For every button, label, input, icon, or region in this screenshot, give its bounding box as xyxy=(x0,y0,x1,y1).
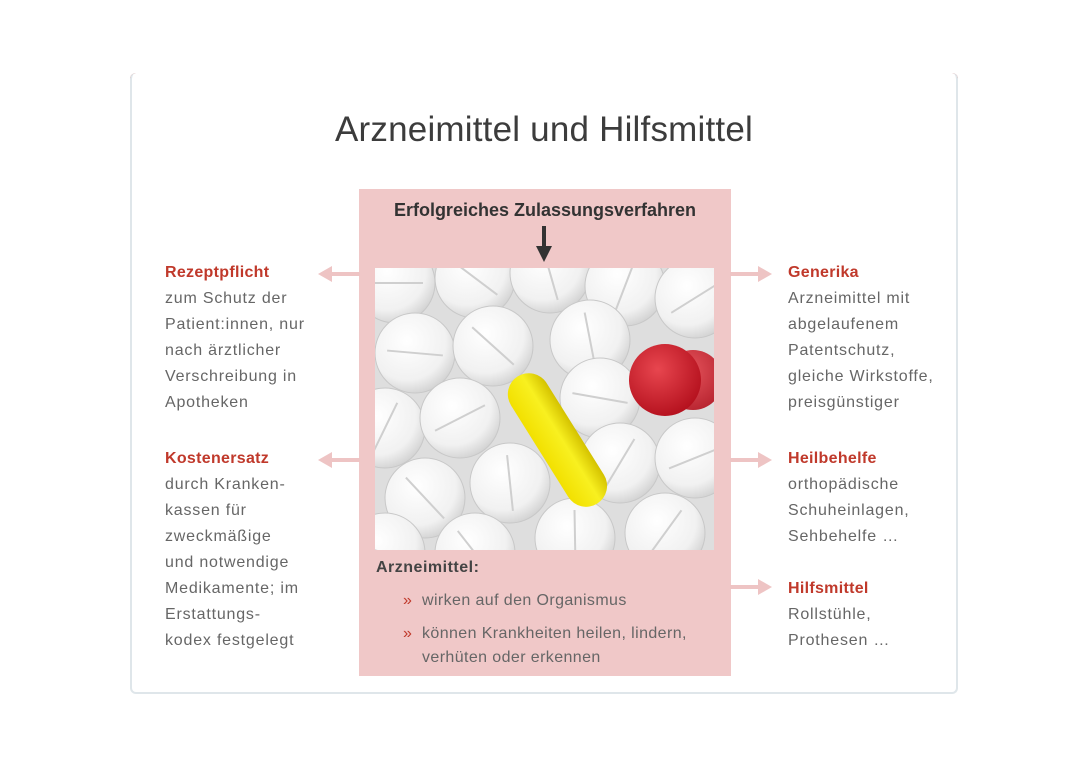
medicine-heading: Arzneimittel: xyxy=(376,559,480,576)
center-title: Erfolgreiches Zulassungsverfahren xyxy=(393,200,697,220)
bullet-text: wirken auf den Organismus xyxy=(422,592,627,609)
item-text: durch Kranken- kassen für zweckmäßige und notwendige Medikamente; im Erstattungs- kodex festgelegt xyxy=(165,476,299,649)
pills-photo xyxy=(375,268,714,550)
item-text: orthopädische Schuheinlagen, Sehbehelfe … xyxy=(788,476,910,545)
item-heading: Kostenersatz xyxy=(165,450,270,467)
item-heading: Generika xyxy=(788,264,859,281)
bullet-text: können Krankheiten heilen, lindern, verhüten oder erkennen xyxy=(422,625,687,666)
bullet-mark: » xyxy=(403,625,413,642)
arrow-left-icon xyxy=(318,451,360,469)
page-title: Arzneimittel und Hilfsmittel xyxy=(335,110,753,149)
item-text: zum Schutz der Patient:innen, nur nach ärztlicher Verschreibung in Apotheken xyxy=(165,290,305,411)
bullet-mark: » xyxy=(403,592,413,609)
right-item-hilfsmittel xyxy=(788,576,890,654)
pills-illustration xyxy=(375,268,714,550)
right-item-heilbehelfe xyxy=(788,446,910,550)
arrow-right-icon xyxy=(730,578,772,596)
left-item-rezeptpflicht xyxy=(165,260,305,416)
down-arrow-icon xyxy=(536,226,552,262)
list-item xyxy=(403,589,722,613)
arrow-right-icon xyxy=(730,265,772,283)
arrow-left-icon xyxy=(318,265,360,283)
arrow-right-icon xyxy=(730,451,772,469)
item-text: Rollstühle, Prothesen … xyxy=(788,606,891,649)
item-heading: Hilfsmittel xyxy=(788,580,869,597)
right-item-generika xyxy=(788,260,934,416)
pill-score-line xyxy=(575,510,576,550)
left-item-kostenersatz xyxy=(165,446,299,654)
list-item xyxy=(403,622,722,670)
item-heading: Heilbehelfe xyxy=(788,450,877,467)
item-heading: Rezeptpflicht xyxy=(165,264,270,281)
item-text: Arzneimittel mit abgelaufenem Patentschutz, gleiche Wirkstoffe, preisgünstiger xyxy=(788,290,934,411)
